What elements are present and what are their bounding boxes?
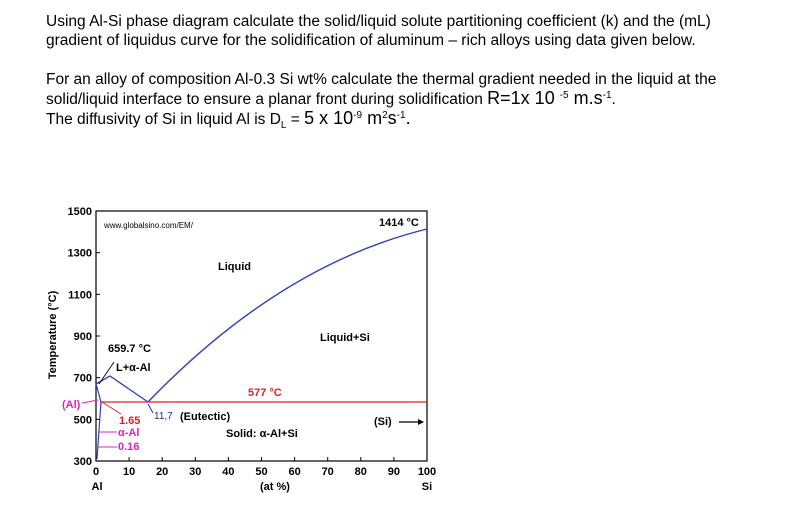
y-tick-label: 900: [73, 331, 92, 343]
diffusivity-unit: s: [387, 108, 397, 128]
region-solid-label: Solid: α-Al+Si: [226, 428, 298, 440]
y-tick-label: 1100: [68, 289, 92, 302]
liquidus-curve-al: [96, 376, 148, 402]
velocity-value: R=1x 10: [487, 88, 560, 108]
x-tick-label: 30: [189, 466, 202, 478]
x-tick-label: 60: [288, 466, 301, 478]
region-si-label: (Si): [374, 416, 392, 428]
x-tick-label: 0: [92, 466, 100, 478]
x-tick-label: 50: [255, 466, 268, 478]
exponent: -1: [396, 109, 406, 121]
eutectic-pointer: [148, 404, 153, 413]
x-tick-label: 80: [354, 466, 367, 478]
y-tick-label: 500: [73, 414, 92, 427]
eutectic-composition-label: 11,7: [154, 411, 173, 422]
max-solubility-label: 1.65: [119, 415, 141, 427]
watermark-text: www.globalsino.com/EM/: [104, 221, 193, 230]
region-liquid-si-label: Liquid+Si: [320, 332, 370, 344]
y-axis-ticks: [68, 206, 100, 468]
x-tick-label: 70: [321, 466, 334, 478]
problem-line: gradient of liquidus curve for the solidification of aluminum – rich alloys using data given below.: [46, 32, 696, 49]
velocity-unit: m.s: [568, 88, 603, 108]
x-right-element-label: Si: [421, 481, 433, 493]
al-melting-point-label: 659.7 °C: [108, 343, 151, 355]
eutectic-temperature-label: 577 °C: [248, 387, 282, 399]
x-tick-label: 10: [122, 466, 136, 478]
x-axis-ticks: [93, 457, 436, 478]
y-tick-label: 700: [73, 372, 92, 385]
diffusivity-value: 5 x 10: [304, 108, 354, 128]
solidus-solvus-curve: [96, 384, 101, 459]
region-l-alpha-label: L+α-Al: [116, 362, 151, 374]
si-arrow-head: [418, 419, 424, 425]
region-liquid-label: Liquid: [218, 261, 251, 273]
subscript: L: [280, 120, 287, 132]
text-span: .: [405, 108, 411, 128]
text-span: solid/liquid interface to ensure a planar front during solidification: [46, 91, 488, 108]
x-tick-label: 20: [156, 466, 169, 478]
solubility-low-label: 0.16: [118, 441, 140, 453]
y-tick-label: 1500: [67, 206, 92, 218]
si-melting-point-label: 1414 °C: [379, 217, 419, 229]
exponent: -9: [353, 109, 363, 121]
max-solubility-pointer: [102, 402, 121, 414]
x-tick-label: 90: [387, 466, 401, 478]
x-axis-label: (at %): [260, 481, 290, 493]
problem-line: Using Al-Si phase diagram calculate the solid/liquid solute partitioning coefficient (k) and the (mL): [46, 13, 711, 30]
alpha-al-label: α-Al: [118, 427, 140, 439]
y-tick-label: 300: [73, 456, 92, 468]
text-span: The diffusivity of Si in liquid Al is D: [46, 111, 281, 128]
problem-line: For an alloy of composition Al-0.3 Si wt% calculate the thermal gradient needed in the liquid at the: [46, 71, 717, 88]
text-span: .: [611, 91, 616, 108]
x-left-element-label: Al: [91, 481, 103, 493]
l-alpha-pointer: [99, 362, 114, 384]
x-tick-label: 40: [222, 466, 235, 478]
al-phase-label: (Al): [62, 399, 81, 411]
y-axis-label: Temperature (°C): [47, 290, 59, 380]
y-tick-label: 1300: [67, 247, 92, 260]
x-tick-label: 100: [417, 466, 437, 478]
text-span: =: [286, 111, 305, 128]
eutectic-word-label: (Eutectic): [180, 411, 231, 423]
diffusivity-unit: m: [362, 108, 383, 128]
exponent: -5: [559, 89, 569, 101]
exponent: -1: [602, 89, 612, 101]
liquidus-curve-si: [148, 229, 427, 402]
exponent: 2: [382, 109, 388, 121]
